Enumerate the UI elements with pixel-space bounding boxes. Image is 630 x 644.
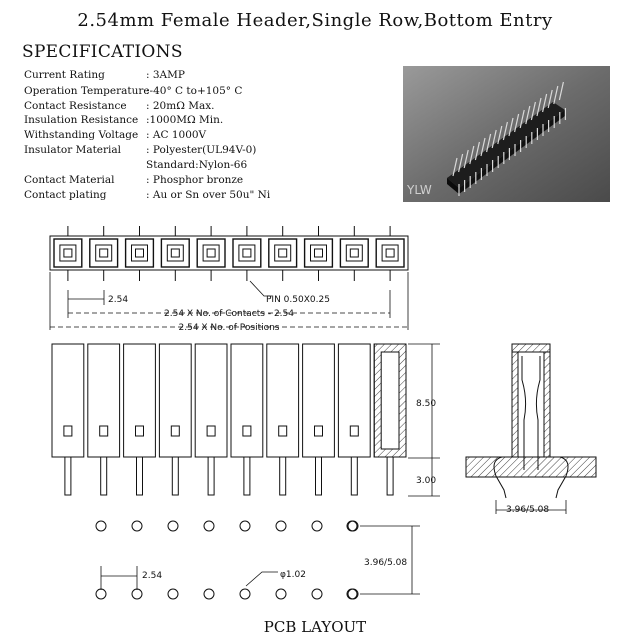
spec-key: Current Rating — [24, 69, 105, 81]
contact-pin-square — [243, 249, 251, 257]
spec-value: :1000MΩ Min. — [146, 114, 224, 126]
specifications-heading: SPECIFICATIONS — [22, 42, 183, 62]
pin-tail — [101, 457, 107, 495]
housing-body — [195, 344, 227, 457]
pin-tail — [316, 457, 322, 495]
front-view-dimensions — [408, 344, 440, 496]
pin-tail — [65, 457, 71, 495]
pcb-hole — [276, 521, 286, 531]
spec-key: Withstanding Voltage — [24, 129, 139, 141]
housing-body — [159, 344, 191, 457]
pcb-hole — [204, 521, 214, 531]
spec-value: : 20mΩ Max. — [146, 100, 215, 112]
spec-value: : Phosphor bronze — [146, 174, 244, 186]
contact-window — [136, 426, 144, 436]
contact-pin-square — [350, 249, 358, 257]
contact-opening — [239, 245, 255, 261]
contact-pin-square — [315, 249, 323, 257]
photo-watermark: YLW — [407, 183, 432, 197]
contact-opening — [311, 245, 327, 261]
pcb-hole — [312, 521, 322, 531]
spec-value: Standard:Nylon-66 — [146, 159, 248, 171]
pcb-hole — [96, 521, 106, 531]
contact-opening — [60, 245, 76, 261]
housing-body — [231, 344, 263, 457]
pcb-hole — [132, 589, 142, 599]
dim-positions: 2.54 X No. of Positions — [178, 323, 280, 333]
pcb-hole — [132, 521, 142, 531]
contact-pin-square — [64, 249, 72, 257]
pcb-pitch: 2.54 — [142, 571, 163, 581]
contact-pin-square — [171, 249, 179, 257]
spec-value: :-40° C to+105° C — [146, 85, 243, 97]
pcb-hole — [240, 589, 250, 599]
housing-body — [303, 344, 335, 457]
pcb-layout-label: PCB LAYOUT — [263, 618, 367, 636]
contact-cell — [90, 239, 118, 267]
contact-cell — [305, 239, 333, 267]
contact-window — [207, 426, 215, 436]
pcb-hole — [312, 589, 322, 599]
spec-key: Contact plating — [24, 189, 107, 201]
pcb-hole — [276, 589, 286, 599]
pcb-row-spacing: 3.96/5.08 — [364, 558, 408, 568]
spec-value: : AC 1000V — [146, 129, 207, 141]
contact-cell — [269, 239, 297, 267]
contact-pin-square — [279, 249, 287, 257]
contact-cell — [340, 239, 368, 267]
contact-cell — [54, 239, 82, 267]
contact-window — [243, 426, 251, 436]
spec-value: : Au or Sn over 50u" Ni — [146, 189, 271, 201]
page-title: 2.54mm Female Header,Single Row,Bottom Entry — [77, 10, 553, 31]
contact-cell — [376, 239, 404, 267]
pcb-holes — [96, 521, 358, 599]
dim-contacts: 2.54 X No. of Contacts - 2.54 — [164, 309, 294, 319]
pcb-hole — [96, 589, 106, 599]
spec-key: Insulation Resistance — [24, 114, 139, 126]
spec-key: Contact Resistance — [24, 100, 127, 112]
contact-opening — [203, 245, 219, 261]
housing-body — [338, 344, 370, 457]
contact-opening — [382, 245, 398, 261]
pin-tail — [351, 457, 357, 495]
contact-opening — [167, 245, 183, 261]
dim-pitch: 2.54 — [108, 295, 129, 305]
section-cavity — [381, 352, 399, 449]
contact-window — [100, 426, 108, 436]
pin-tail — [387, 457, 393, 495]
pcb-hole — [168, 521, 178, 531]
contact-cell — [197, 239, 225, 267]
contact-pin-square — [100, 249, 108, 257]
housing-body — [52, 344, 84, 457]
top-view — [50, 226, 408, 281]
front-view — [52, 344, 406, 495]
side-section — [466, 344, 596, 514]
pin-tail — [244, 457, 250, 495]
contact-cell — [233, 239, 261, 267]
pin-tail — [172, 457, 178, 495]
contact-opening — [96, 245, 112, 261]
housing-body — [88, 344, 120, 457]
pin-tail — [137, 457, 143, 495]
dim-tail: 3.00 — [416, 476, 437, 486]
contact-opening — [346, 245, 362, 261]
contact-window — [350, 426, 358, 436]
contact-pin-square — [386, 249, 394, 257]
contact-opening — [132, 245, 148, 261]
pcb-hole — [168, 589, 178, 599]
spec-key: Contact Material — [24, 174, 115, 186]
pin-tail — [280, 457, 286, 495]
contact-opening — [275, 245, 291, 261]
spec-value: : Polyester(UL94V-0) — [146, 144, 257, 156]
contact-pin-square — [136, 249, 144, 257]
spec-key: Insulator Material — [24, 144, 122, 156]
contact-window — [64, 426, 72, 436]
contact-window — [315, 426, 323, 436]
contact-pin-square — [207, 249, 215, 257]
pcb-hole — [240, 521, 250, 531]
dim-height: 8.50 — [416, 399, 437, 409]
contact-window — [171, 426, 179, 436]
spec-value: : 3AMP — [146, 69, 185, 81]
dim-pin: PIN 0.50X0.25 — [266, 295, 330, 305]
contact-window — [279, 426, 287, 436]
housing-body — [124, 344, 156, 457]
pin-tail — [208, 457, 214, 495]
dim-side: 3.96/5.08 — [506, 505, 550, 515]
top-view-body — [50, 236, 408, 270]
contact-cell — [126, 239, 154, 267]
pcb-hole-diameter: φ1.02 — [280, 570, 306, 580]
housing-body — [267, 344, 299, 457]
contact-cell — [161, 239, 189, 267]
pcb-hole — [204, 589, 214, 599]
spec-key: Operation Temperature — [24, 85, 150, 97]
